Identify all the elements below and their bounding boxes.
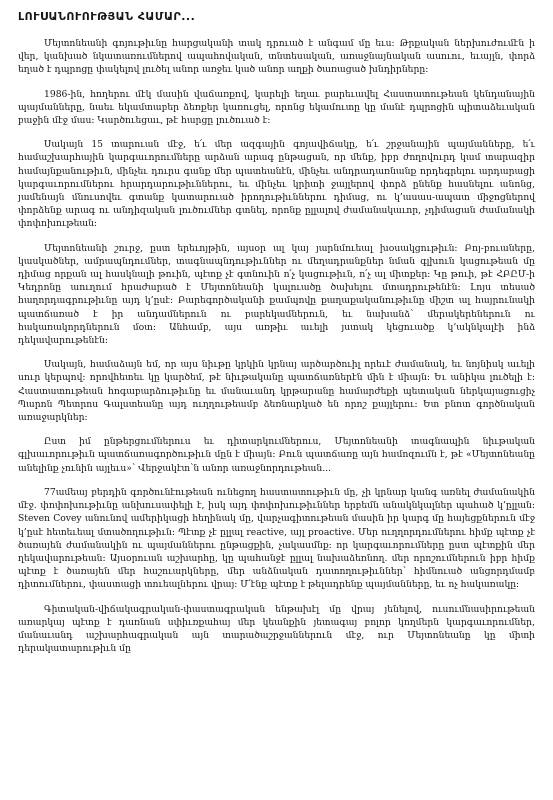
paragraph-6: Ըստ իմ ընթերցումներուս եւ դիտարկումներուս, Մեյտոնեանի տագնապին նիւթական գլխաւորութիւն պատճառագործութիւն մըն է միայն: Բուն պատճառը այն համոզումն է, թէ «Մեյտոնեանը անելինք չունին այլեւս»՝ Վերջակէտ՝ն անոր առաջնորդութեան... — [18, 436, 535, 474]
paragraph-8: Գիտական-վիճակագրական-փաստագրական ենթախէլ մը վրայ յենելով, ուսումնասիրութեան առարկայ պէտք է դառնան սփիւռքահայ մեր կեանքին յետագայ բոլոր կողմերն կարգաւորումներ, մանաւանդ աշխարհագրական այն տարածաշրջաններուն մէջ, ուր Մեյտոնեանը կը միտի դերակատարութիւն մը — [18, 603, 535, 655]
paragraph-5: Սակայն, համաձայն եմ, որ այս նիւթը կրկին կրնայ արծարծուիլ որեւէ ժամանակ, եւ նոյնիսկ աւելի սուր կերպով: որովհետեւ կը կարծեմ, թէ նիւթականը պատճառներէն մին է միայն: Եւ անիկա լուծելի է: Հաստատութեան հոգաբարձութիւնը եւ մանաւանդ կրթարանը համարժեքի պետական ներկայացուցիչ Պարոն Պետրոս Գալստեանը այդ ուղղութեամբ ձեռնարկած են որոշ քայլերու: Ետ բնոտ գործնական առաջարկներ: — [18, 359, 535, 424]
page-title: ԼՈՒՍԱՆՈՒՈՒԹՅԱՆ ՀԱՄԱՐ... — [18, 10, 196, 23]
paragraph-1: Մեյտոնեանի գոյութիւնը հարցականի տակ դրուած է անգամ մը եւս: Թրքական ներխուժումէն ի վեր, կանխած նկատառումներով ապահովական, տնտեսական, առաջնայնական ասուու, եւայլն, փորձ եղած է դպրոցը փակելով լուծել անոր առջեւ կած անոր աղքի ծառացած խնդիրները: — [18, 38, 535, 76]
paragraph-7: 77ամեայ բերդին գործունէութեան ունեցող հաստատութիւն մը, չի կրնար կանգ առնել ժամանակին մէջ. փոփոխութիւնը անխուսափելի է, իսկ այդ փոփոխութիւններ երբեմն անակնկալներ պահած կ’ըլլան: Steven Covey անունով ամերիկացի հեղինակ մը, վարչագիտութեան մասին իր կարգ մը հայեցքներուն մէջ կ’ըսէ հետեւեալ մտածողութիւն: Պէտք չէ ըլլալ reactive, այլ proactive. Մեր ուղղորդումներու հիմք պէտք չէ ծառայեն ժամանակին ու պայմաններու ընթացքին, չակասմնք: որ կարգաւորումները ըստ պէտքին մեր ղեկավարութեան: Այսօրուան աշխարհը, կը պահանջէ ըլլալ նախաձեռնող. մեր որոշումներուն իբր հիմք պէտք է ծառայեն մեր հաշուարկները, մեր անձնական դատողութիւններ՝ հիմնուած անցորդմամբ դիտումներու, փաստացի տուեալներու վրայ: Մ՛էնք պէտք է թելադրենք պայմանները, եւ ոչ հակառակը: — [18, 486, 535, 591]
paragraph-4: Մեյտոնեանի շուրջ, ըստ երեւոյթին, այսօր ալ կայ յարնմուեալ խօսակցութիւն: Բոյ-բուաները, կասկածներ, ամրապնդումներ, տագնապնդութիւններ ու մեղադրանքներ նման գլխուն կացութեան մը դիմաց որքան ալ հասկնալի թուին, պէտք չէ գտնուին ո՛չ կացութիւն, ո՛չ ալ միտքեր: Կը թուի, թէ ՀԲԸՄ-ի Կեդրոնը աուղում հրաժարած է Մեյտոնեանի կալուածը ծախելու մտադրութենէն: Լոյս տեսած հաղորդագրութիւնը այդ կ’ըսէ: Բարեգործականի քամպովը քաղաքականութիւնը միշտ ալ հայրունակի պատճառած է իր անդամներուն ու բարեկամներուն, եւ նախանձ՝ մերակերեներուն ու հակառակորդներուն մօտ: Անհամբ, այս առթիւ աւելի յստակ կեցուածք կ’ակնկալէի ինձ դեկավարութենէն: — [18, 242, 535, 347]
paragraph-2: 1986-ին, հողերու մէկ մասին վաճառքով, կարելի եղաւ բարեւավել Հաստատութեան կենդանային պայմանները, նաեւ եկամտաբեր ձեռքեր կառուցել, որոնց եկամուտը կը մանէ դպրոցին պիտաձեւական բաջին մէջ մաս: Կարծուեցաւ, թէ հարցը լուծուած է: — [18, 88, 535, 127]
paragraph-3: Սակայն 15 տարուան մէջ, ե՛ւ մեր ազգային գոյավիճակը, ե՛ւ շրջանային պայմանները, ե՛ւ համաշխարհային կարգաւորումները արձան արագ ընթացան, որ մենք, իբր ժողովուրդ կամ տարազիր համայնքանութիւն, մինչեւ դուրս գանք մեր պատեանէն, մինչեւ անդրադառնանք որդեգրելու արդարացի կարգաւորումներու հրարդարութիւններու, եւ մինչեւ կրիտի ջայլերով փորձ ընենք հասնելու անոնց, յամենայն մնուսովեւ գտանք կատարուած իրողութիւններու դիմաց, ու կ’ասաս-ապատ միջոցներով փորձենք արագ ու անդիզական լուծումներ գտնել, որոնք ըլլալով ժամանակաւոր, չդիմացան ժամանակի փոփոխութեան: — [18, 139, 535, 230]
